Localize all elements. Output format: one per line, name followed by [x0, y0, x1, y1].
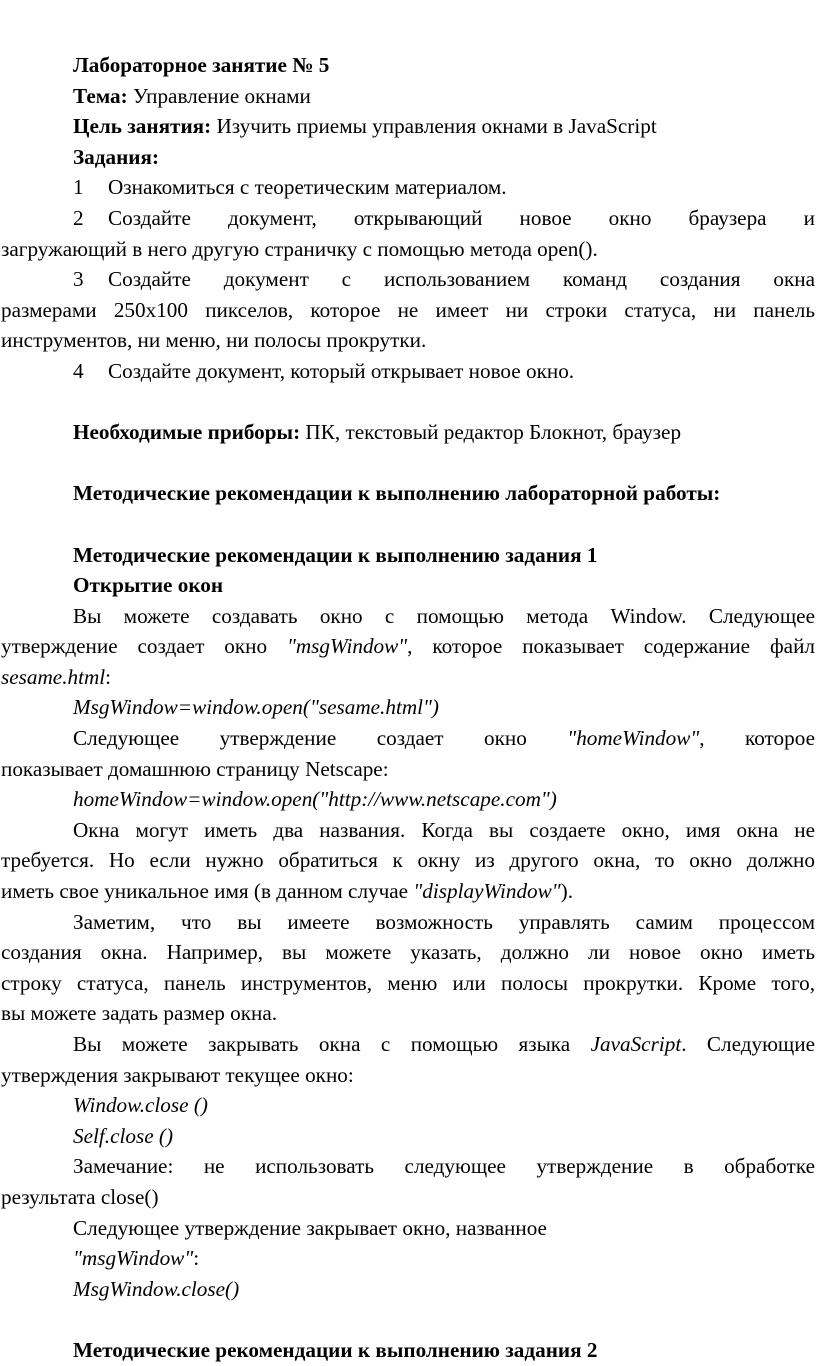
- text-run: Вы можете закрывать окна с помощью языка: [73, 1032, 591, 1056]
- text-run-italic: "msgWindow": [73, 1246, 194, 1271]
- paragraph-line: [1, 631, 815, 662]
- text-run: утверждение создает окно: [1, 634, 287, 659]
- code-line: homeWindow=window.open("http://www.netscape.com"): [73, 787, 557, 812]
- paragraph-line: вы можете задать размер окна.: [1, 1001, 278, 1026]
- text-run: . Следующие: [681, 1032, 815, 1056]
- code-line: Self.close (): [73, 1123, 174, 1148]
- topic-line: [1, 81, 815, 112]
- text-run: :: [193, 1246, 200, 1271]
- text-run: Следующее утверждение создает окно: [73, 726, 568, 751]
- text-run: , которое показывает содержание файл: [407, 634, 815, 659]
- task2-heading: Методические рекомендации к выполнению задания 2: [73, 1337, 598, 1362]
- code-line: MsgWindow=window.open("sesame.html"): [73, 695, 439, 720]
- lab-title: Лабораторное занятие № 5: [73, 53, 330, 77]
- equipment-label: Необходимые приборы:: [73, 420, 301, 445]
- task-text: Ознакомиться с теоретическим материалом.: [108, 175, 507, 200]
- code-line: MsgWindow.close(): [73, 1276, 240, 1301]
- goal-value: Изучить приемы управления окнами в JavaScript: [211, 114, 657, 139]
- task-item-2-cont: загружающий в него другую страничку с помощью метода open().: [1, 236, 598, 261]
- paragraph-line: создания окна. Например, вы можете указать, должно ли новое окно иметь: [1, 940, 815, 965]
- task-text: Создайте документ, который открывает новое окно.: [108, 358, 575, 383]
- text-run: иметь свое уникальное имя (в данном случае: [1, 879, 414, 904]
- paragraph-line: результата close(): [1, 1184, 159, 1209]
- paragraph-line: показывает домашнюю страницу Netscape:: [1, 756, 389, 781]
- task-number: 4: [73, 358, 84, 383]
- task-item-3-cont: инструментов, ни меню, ни полосы прокрутки.: [1, 328, 427, 353]
- paragraph-line: [1, 1243, 815, 1274]
- task-number: 2: [73, 205, 84, 230]
- paragraph-line: [1, 876, 815, 907]
- task-number: 3: [73, 267, 84, 292]
- spacer: [1, 509, 815, 540]
- topic-value: Управление окнами: [127, 83, 311, 108]
- text-run-italic: sesame.html: [1, 664, 106, 689]
- paragraph-line: [1, 723, 815, 754]
- spacer: [1, 387, 815, 418]
- paragraph-line: Заметим, что вы имеете возможность управлять самим процессом: [73, 909, 815, 934]
- task-item-2: [1, 203, 815, 234]
- paragraph-line: [1, 1029, 815, 1060]
- spacer: [1, 1304, 815, 1335]
- paragraph-line: [1, 662, 815, 693]
- task-text: Создайте документ с использованием команд создания окна: [108, 267, 815, 292]
- task-item-4: [1, 356, 815, 387]
- tasks-label: Задания:: [73, 144, 160, 169]
- task1-heading: Методические рекомендации к выполнению задания 1: [73, 542, 598, 567]
- goal-line: [1, 111, 815, 142]
- text-run-italic: "homeWindow": [567, 726, 700, 751]
- code-line: Window.close (): [73, 1093, 208, 1118]
- paragraph-line: Вы можете создавать окно с помощью метода Window. Следующее: [73, 603, 815, 628]
- spacer: [1, 448, 815, 479]
- task-number: 1: [73, 175, 84, 200]
- paragraph-line: Окна могут иметь два названия. Когда вы создаете окно, имя окна не: [73, 817, 815, 842]
- task1-subheading: Открытие окон: [73, 573, 224, 598]
- method-heading: Методические рекомендации к выполнению лабораторной работы:: [73, 481, 721, 506]
- text-run: , которое: [699, 726, 815, 751]
- equipment-line: [1, 417, 815, 448]
- topic-label: Тема:: [73, 83, 128, 108]
- paragraph-line: строку статуса, панель инструментов, меню или полосы прокрутки. Кроме того,: [1, 970, 815, 995]
- task-item-3-cont: размерами 250х100 пикселов, которое не имеет ни строки статуса, ни панель: [1, 297, 815, 322]
- text-run: :: [105, 664, 112, 689]
- goal-label: Цель занятия:: [73, 114, 212, 139]
- text-run-italic: JavaScript: [590, 1032, 682, 1056]
- equipment-value: ПК, текстовый редактор Блокнот, браузер: [300, 420, 682, 445]
- task-item-3: [1, 264, 815, 295]
- text-run-italic: "msgWindow": [286, 634, 408, 659]
- text-run-italic: "displayWindow": [413, 879, 561, 904]
- paragraph-line: Следующее утверждение закрывает окно, названное: [73, 1215, 547, 1240]
- text-run: ).: [560, 879, 574, 904]
- paragraph-line: требуется. Но если нужно обратиться к окну из другого окна, то окно должно: [1, 848, 815, 873]
- task-text: Создайте документ, открывающий новое окно браузера и: [108, 205, 815, 230]
- paragraph-line: утверждения закрывают текущее окно:: [1, 1062, 354, 1087]
- paragraph-line: Замечание: не использовать следующее утверждение в обработке: [73, 1154, 815, 1179]
- task-item-1: [1, 172, 815, 203]
